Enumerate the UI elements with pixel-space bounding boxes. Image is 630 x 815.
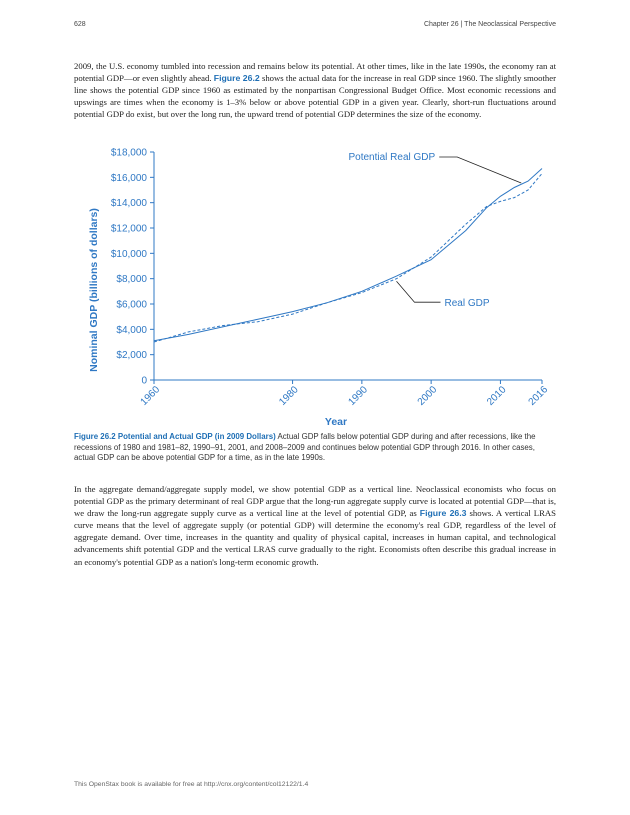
x-tick-label: 2016 [526,384,550,408]
chart-svg [80,142,550,427]
y-tick-label: $8,000 [116,274,147,286]
x-tick-label: 1990 [346,384,370,408]
chapter-title: Chapter 26 | The Neoclassical Perspective [423,21,556,28]
x-tick-label: 1960 [138,384,163,408]
caption-text: Actual GDP falls below potential GDP during and after recessions, like the recessions of 1980 and 1981–82, 1990–91, 2001, and 2008–2009 and continues below potential GDP through 2016. In other cases, actual GDP can be above potential GDP for a time, as in the late 1990s. [74,432,536,463]
paragraph-lras [74,483,556,568]
y-tick-label: $12,000 [110,223,147,235]
y-tick-label: 0 [141,375,147,387]
x-tick-label: 2000 [415,384,440,408]
y-tick-label: $2,000 [116,350,147,362]
page-number: 628 [74,21,86,28]
page-footer: This OpenStax book is available for free at http://cnx.org/content/col12122/1.4 [74,781,309,788]
y-tick-label: $6,000 [116,299,147,311]
potential-real-gdp-label: Potential Real GDP [348,152,436,163]
y-tick-label: $18,000 [110,147,147,159]
para1-text-a: 2009, the U.S. economy tumbled into recession and remains below its potential. At other times, like in the late 1990s, the economy ran at potential GDP—or even slightly ahead. [74,61,556,84]
real-gdp-label: Real GDP [444,298,490,310]
para2-text-a: In the aggregate demand/aggregate supply model, we show potential GDP as a vertical line. Neoclassical economists who focus on potential GDP as the primary determinant of real GDP argue that the long-run aggregate supply curve is located at potential GDP—that is, we draw the long-run aggregate supply curve as a vertical line at the level of potential GDP, as [74,484,556,519]
y-tick-label: $16,000 [110,172,147,184]
x-tick-label: 1980 [277,384,301,408]
para2-text-b: shows. A vertical LRAS curve means that the level of aggregate supply (or potential GDP) will determine the economy's real GDP, regardless of the level of aggregate demand. Over time, increases in the quantity and quality of physical capital, increases in human capital, and technological advancements shift potential GDP and the vertical LRAS curve gradually to the right. Economists often describe this gradual increase in an economy's potential GDP as a nation's long-term economic growth. [74,508,556,567]
caption-title: Figure 26.2 Potential and Actual GDP (in 2009 Dollars) [74,432,276,441]
real-gdp-line [154,174,542,343]
real-gdp-leader [397,281,441,302]
y-tick-label: $4,000 [116,324,147,336]
y-tick-label: $14,000 [110,198,147,210]
x-axis-title: Year [324,416,348,427]
y-axis-title: Nominal GDP (billions of dollars) [88,208,100,372]
figure-26-2-link[interactable]: Figure 26.2 [213,73,260,84]
x-tick-label: 2010 [485,384,509,408]
y-tick-label: $10,000 [110,248,147,260]
figure-caption [74,432,556,464]
para1-text-b: shows the actual data for the increase in real GDP since 1960. The slightly smoother line shows the potential GDP since 1960 as estimated by the nonpartisan Congressional Budget Office. Most economic recessions and upswings are times when the economy is 1–3% below or above potential GDP in a given year. Clearly, short-run fluctuations around potential GDP do exist, but over the long run, the upward trend of potential GDP determines the size of the economy. [74,73,556,120]
figure-26-3-link[interactable]: Figure 26.3 [419,508,467,519]
potential-gdp-leader [439,157,521,183]
potential-gdp-line [154,169,542,341]
gdp-line-chart [80,142,550,432]
paragraph-intro [74,60,556,120]
